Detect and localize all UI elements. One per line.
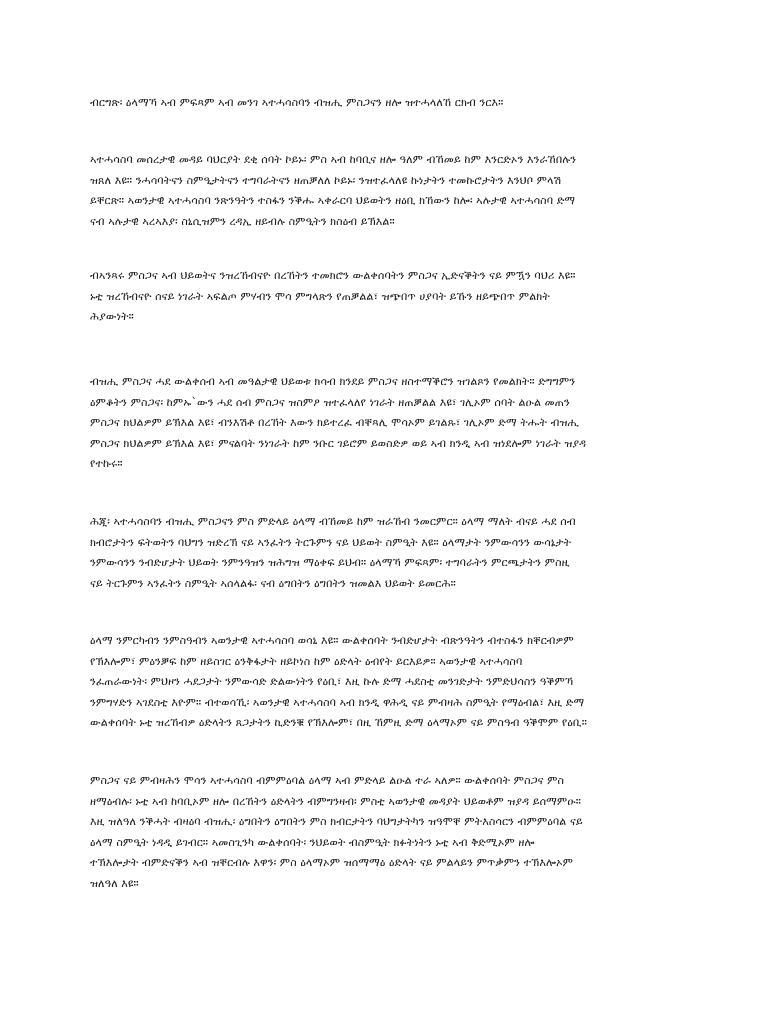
text-line: ናይ ትርጉምን ኣንፈትን ስምዒት ኣሰላልፋ፡ ናብ ዕግበትን ዕግበትን ዝመልእ ህይወት ይመርሕ። (90, 576, 456, 590)
paragraph-6 (90, 631, 694, 734)
text-line: ናብ ኣሉታዊ ኣረኣእያ፡ ስኒሲዝምን ረዳኢ ዘይብሉ ስምዒትን ክስዕብ ይኽእል። (90, 214, 395, 228)
paragraph-3 (90, 266, 694, 328)
text-line: ውልቀሰባት ኑቲ ዝረኸብዎ ዕድላትን ጸጋታትን ኪድንቑ የኽእሎም፣ በዚ ኸምዚ ድማ ዕላማኦም ናይ ምስዓብ ዓቕሞም የዕቢ። (90, 716, 587, 729)
text-line: ምስጋና ናይ ምብዛሕን ሞሳን ኣተሓሳስባ ብምምዕባል ዕላማ ኣብ ምድላይ ልዑል ተራ ኣለዎ። ውልቀሰባት ምስጋና ምስ (90, 774, 565, 787)
paragraph-4 (90, 372, 694, 475)
text-line: ሕያውነት። (90, 310, 134, 323)
text-line: ኑቲ ዝረኸብናዮ ሰናይ ነገራት ኣፍልጦ ምሃብን ሞሳ ምግላጽን የጠቓልል፣ ዝጭበጥ ሀያባት ይኹን ዘይጭበጥ ምልክት (90, 289, 550, 303)
paragraph-2 (90, 150, 694, 232)
text-line: ሕጂ፡ ኣተሓሳስባን ብዝሒ ምስጋናን ምስ ምድላይ ዕላማ ብኸመይ ከም ዝራኸብ ንመርምር። ዕላማ ማለት ብናይ ሓደ ሰብ (90, 515, 576, 528)
text-line: ዝለዓለ እዩ። (90, 876, 139, 890)
text-line: ተኽእሎታት ብምድናቕን ኣብ ዝቐርብሉ እዋን፡ ምስ ዕላማኦም ዝሰማማዕ ዕድላት ናይ ምልላይን ምጥቃምን ተኽእሎኦም (90, 856, 574, 869)
text-line: ዕላማ ስምዒት ነዳዲ ይገብር። ኣመስጊንካ ውልቀሰባት፡ ንህይወት ብስምዒት ክፉትነትን ኑቲ ኣብ ቅድሚኦም ዘሎ (90, 835, 535, 849)
text-line: ንፈጠራውነት፡ ምህዞን ሓደጋታት ንምውሳድ ድልውነትን የዕቢ፣ እዚ ኩሉ ድማ ሓደስቲ መንገድታት ንምድህሳስን ዓቕምኻ (90, 675, 574, 688)
text-line: ኣተሓሳስባ መሰረታዊ መዳይ ባህርያት ደቂ ሰባት ኮይኑ፡ ምስ ኣብ ከባቢና ዘሎ ዓለም ብኸመይ ከም እንርድኦን እንራኸበሉን (90, 153, 577, 166)
text-line: ዕላማ ንምርካብን ንምስዓብን ኣወንታዊ ኣተሓሳስባ ወሳኒ እዩ። ውልቀሰባት ንብድሆታት ብጽንዓትን ብተስፋን ክቐርብዎም (90, 634, 574, 647)
text-line: ብዝሒ ምስጋና ሓደ ውልቀሰብ ኣብ መዓልታዊ ህይወቱ ክሳብ ክንደይ ምስጋና ዘስተማቕሮን ዝገልጾን የመልክት። ድግግምን (90, 375, 576, 388)
text-line: እዚ ዝለዓለ ንቕሓት ብዛዕባ ብዝሒ፡ ዕግበትን ዕግበትን ምስ ክብርታትን ባህግታትካን ዝዓሞቐ ምትእስሳርን ብምምዕባል ናይ (90, 815, 583, 828)
paragraph-5 (90, 512, 694, 594)
text-line: ንምውሳንን ንብድሆታት ህይወት ንምንዓዝን ዝሕግዝ ማዕቀፍ ይህብ። ዕላማኻ ምፍጻም፡ ተግባራትን ምርጫታትን ምስዚ (90, 556, 570, 569)
paragraph-1 (90, 93, 694, 114)
text-line: ዘማዕብሉ፡ ኑቲ ኣብ ከባቢኦም ዘሎ በረኸትን ዕድላትን ብምግንዛብ፡ ምስቲ ኣወንታዊ መዳያት ህይወቶም ዝያዳ ይሰማምዑ። (90, 794, 581, 808)
text-line: የተኩሩ። (90, 457, 123, 470)
text-line: ብርግጽ፡ ዕላማኻ ኣብ ምፍጻም ኣብ መንገ ኣተሓሳስባን ብዝሒ ምስጋናን ዘሎ ዝተሓላለኸ ርክብ ንርእ። (90, 96, 504, 109)
text-line: ይቐርጽ። ኣወንታዊ ኣተሓሳስባ ንጽንዓትን ተስፋን ንቕሑ ኣቀራርባ ህይወትን ዘዕቢ ክኸውን ከሎ፡ ኣሉታዊ ኣተሓሳስባ ድማ (90, 194, 576, 207)
text-line: ክብሮታትን ፍትወትን ባህግን ዝድረኽ ናይ ኣንፈትን ትርጉምን ናይ ህይወት ስምዒት እዩ። ዕላማታት ንምውሳንን ውሳኔታት (90, 535, 572, 549)
text-line: ምስጋና ክህልዎም ይኽእል እዩ፣ ምናልባት ንነገራት ከም ንቡር ገይሮም ይወስድዎ ወይ ኣብ ክንዲ ኣብ ዝነደሎም ነገራት ዝያዳ (90, 436, 587, 450)
text-line: ዕምቆትን ምስጋና፡ ከምኡ`ውን ሓደ ሰብ ምስጋና ዝስምዖ ዝተፈላለየ ነገራት ዘጠቓልል እዩ፣ ገሊኦም ሰባት ልዑል መጠን (90, 395, 570, 409)
paragraph-7 (90, 771, 694, 894)
text-line: ንምግሃድን ኣገደስቲ እዮም። ብተወሳኺ፡ ኣወንታዊ ኣተሓሳስባ ኣብ ክንዲ ዋሕዲ ናይ ምብዛሕ ስምዒት የማዕብል፣ እዚ ድማ (90, 695, 585, 709)
text-line: ምስጋና ክህልዎም ይኽእል እዩ፣ ብንእሽቶ በረኸት እውን ክይተረፈ ብቐጻሊ ሞሳኦም ይገልጹ፣ ገሊኦም ድማ ትሑት ብዝሒ (90, 416, 580, 429)
text-line: ዝጸለ እዩ። ንሓሳባትናን ስምዒታትናን ተግባራትናን ዘጠቓለለ ኮይኑ፡ ንዝተፈላለዩ ኩነታትን ተመኩሮታትን እንህቦ ምላሽ (90, 173, 562, 187)
text-line: ብኣንጻሩ ምስጋና ኣብ ህይወትና ንዝረኸብናዮ በረኸትን ተመክሮን ውልቀሰባትን ምስጋና ኢድናቕትን ናይ ምዃን ባህሪ እዩ። (90, 269, 576, 282)
text-line: የኽእሎም፣ ምዕንቓፍ ከም ዘይስገር ዕንቅፋታት ዘይኮነስ ከም ዕድላት ዕብየት ይርእይዎ። ኣወንታዊ ኣተሓሳስባ (90, 654, 523, 668)
